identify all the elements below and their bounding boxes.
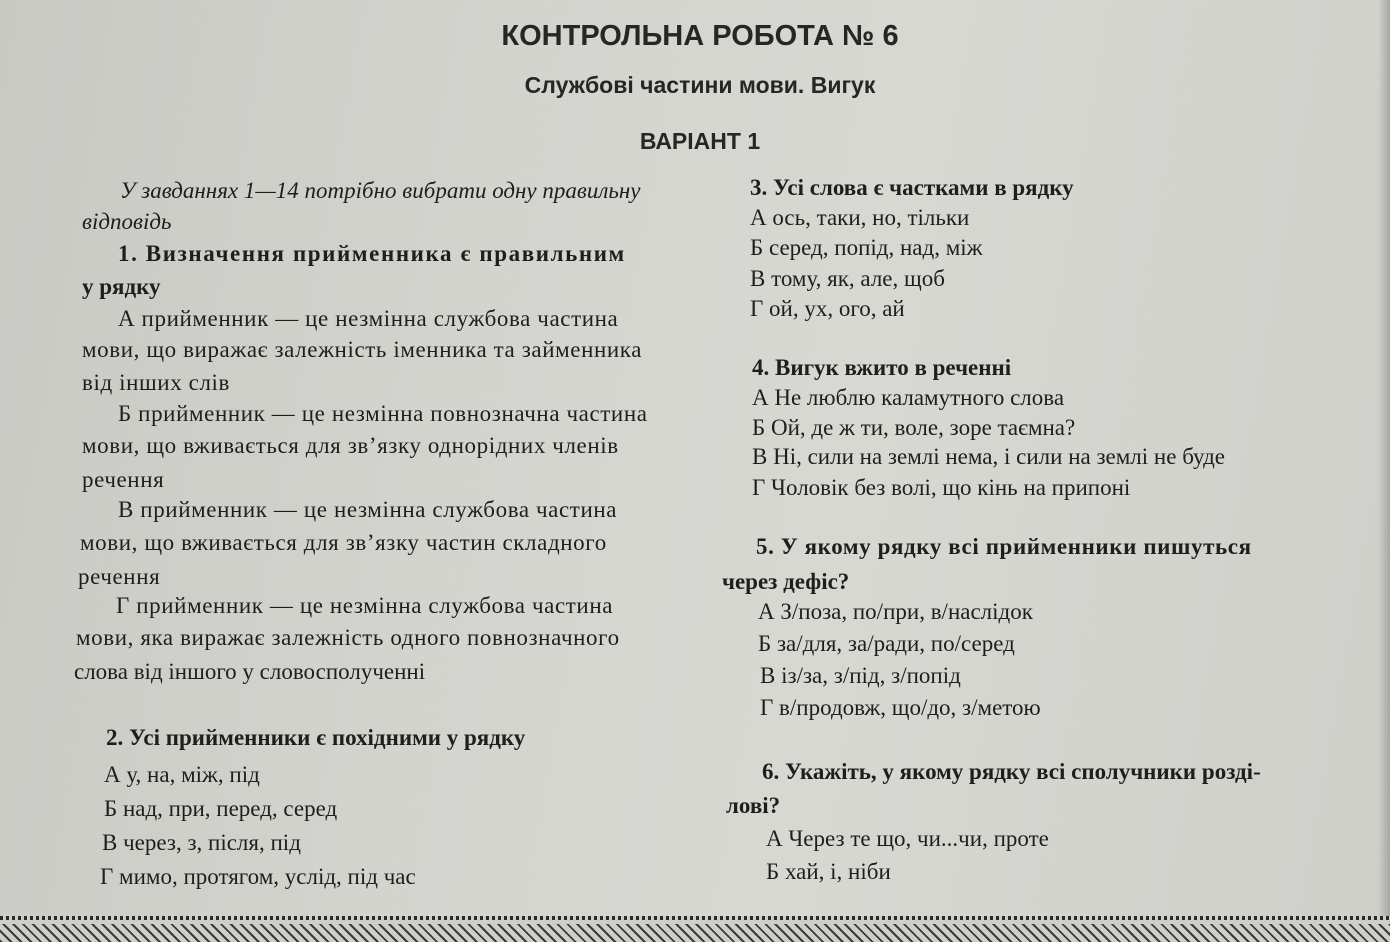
q1-option-v-line-2: мови, що вживається для зв’язку частин складного (80, 530, 607, 555)
question-5-line-1: 5. У якому рядку всі прийменники пишуться (756, 534, 1252, 559)
test-title: КОНТРОЛЬНА РОБОТА № 6 (501, 20, 899, 52)
q3-option-b: Б серед, попід, над, між (750, 235, 983, 260)
q1-option-b-line-3: речення (82, 467, 165, 492)
question-1-line-2: у рядку (82, 274, 161, 299)
q2-option-a: А у, на, між, під (104, 762, 260, 787)
question-6-line-2: лові? (726, 793, 781, 818)
question-2: 2. Усі прийменники є похідними у рядку (106, 725, 526, 750)
decorative-ornament-border (0, 916, 1390, 942)
q2-option-v: В через, з, після, під (102, 830, 301, 855)
q1-option-v-line-1: В прийменник — це незмінна службова частина (118, 497, 618, 522)
q4-option-b: Б Ой, де ж ти, воле, зоре таємна? (752, 415, 1076, 440)
q2-option-g: Г мимо, протягом, услід, під час (100, 864, 416, 889)
q5-option-v: В із/за, з/під, з/попід (760, 663, 961, 688)
q1-option-g-line-2: мови, яка виражає залежність одного повнозначного (76, 625, 620, 650)
q1-option-b-line-2: мови, що вживається для зв’язку однорідних членів (82, 433, 619, 458)
test-subtitle: Службові частини мови. Вигук (524, 72, 876, 98)
q3-option-g: Г ой, ух, ого, ай (750, 296, 905, 321)
q5-option-a: А З/поза, по/при, в/наслідок (758, 599, 1033, 624)
q1-option-v-line-3: речення (78, 564, 161, 589)
instructions-line-2: відповідь (82, 209, 172, 234)
q4-option-a: А Не люблю каламутного слова (752, 385, 1065, 410)
question-6-line-1: 6. Укажіть, у якому рядку всі сполучники розді- (762, 759, 1261, 784)
q4-option-g: Г Чоловік без волі, що кінь на припоні (752, 475, 1131, 500)
q1-option-g-line-3: слова від іншого у словосполученні (74, 659, 426, 684)
q5-option-g: Г в/продовж, що/до, з/метою (760, 695, 1041, 720)
question-1-line-1: 1. Визначення прийменника є правильним (118, 241, 626, 266)
question-4: 4. Вигук вжито в реченні (752, 355, 1012, 380)
q1-option-a-line-3: від інших слів (82, 370, 231, 395)
q3-option-a: А ось, таки, но, тільки (750, 205, 970, 230)
q2-option-b: Б над, при, перед, серед (104, 796, 338, 821)
q6-option-b: Б хай, і, ніби (766, 859, 891, 884)
q1-option-g-line-1: Г прийменник — це незмінна службова частина (116, 593, 614, 618)
q4-option-v: В Ні, сили на землі нема, і сили на землі не буде (752, 444, 1225, 469)
question-3: 3. Усі слова є частками в рядку (750, 175, 1074, 200)
q5-option-b: Б за/для, за/ради, по/серед (758, 631, 1015, 656)
q1-option-a-line-2: мови, що виражає залежність іменника та займенника (82, 337, 643, 362)
instructions-line-1: У завданнях 1—14 потрібно вибрати одну правильну (120, 178, 641, 203)
q1-option-a-line-1: А прийменник — це незмінна службова частина (118, 306, 619, 331)
q3-option-v: В тому, як, але, щоб (750, 266, 945, 291)
variant-heading: ВАРІАНТ 1 (639, 128, 761, 154)
q1-option-b-line-1: Б прийменник — це незмінна повнозначна частина (118, 401, 648, 426)
question-5-line-2: через дефіс? (722, 569, 850, 594)
q6-option-a: А Через те що, чи...чи, проте (766, 826, 1049, 851)
